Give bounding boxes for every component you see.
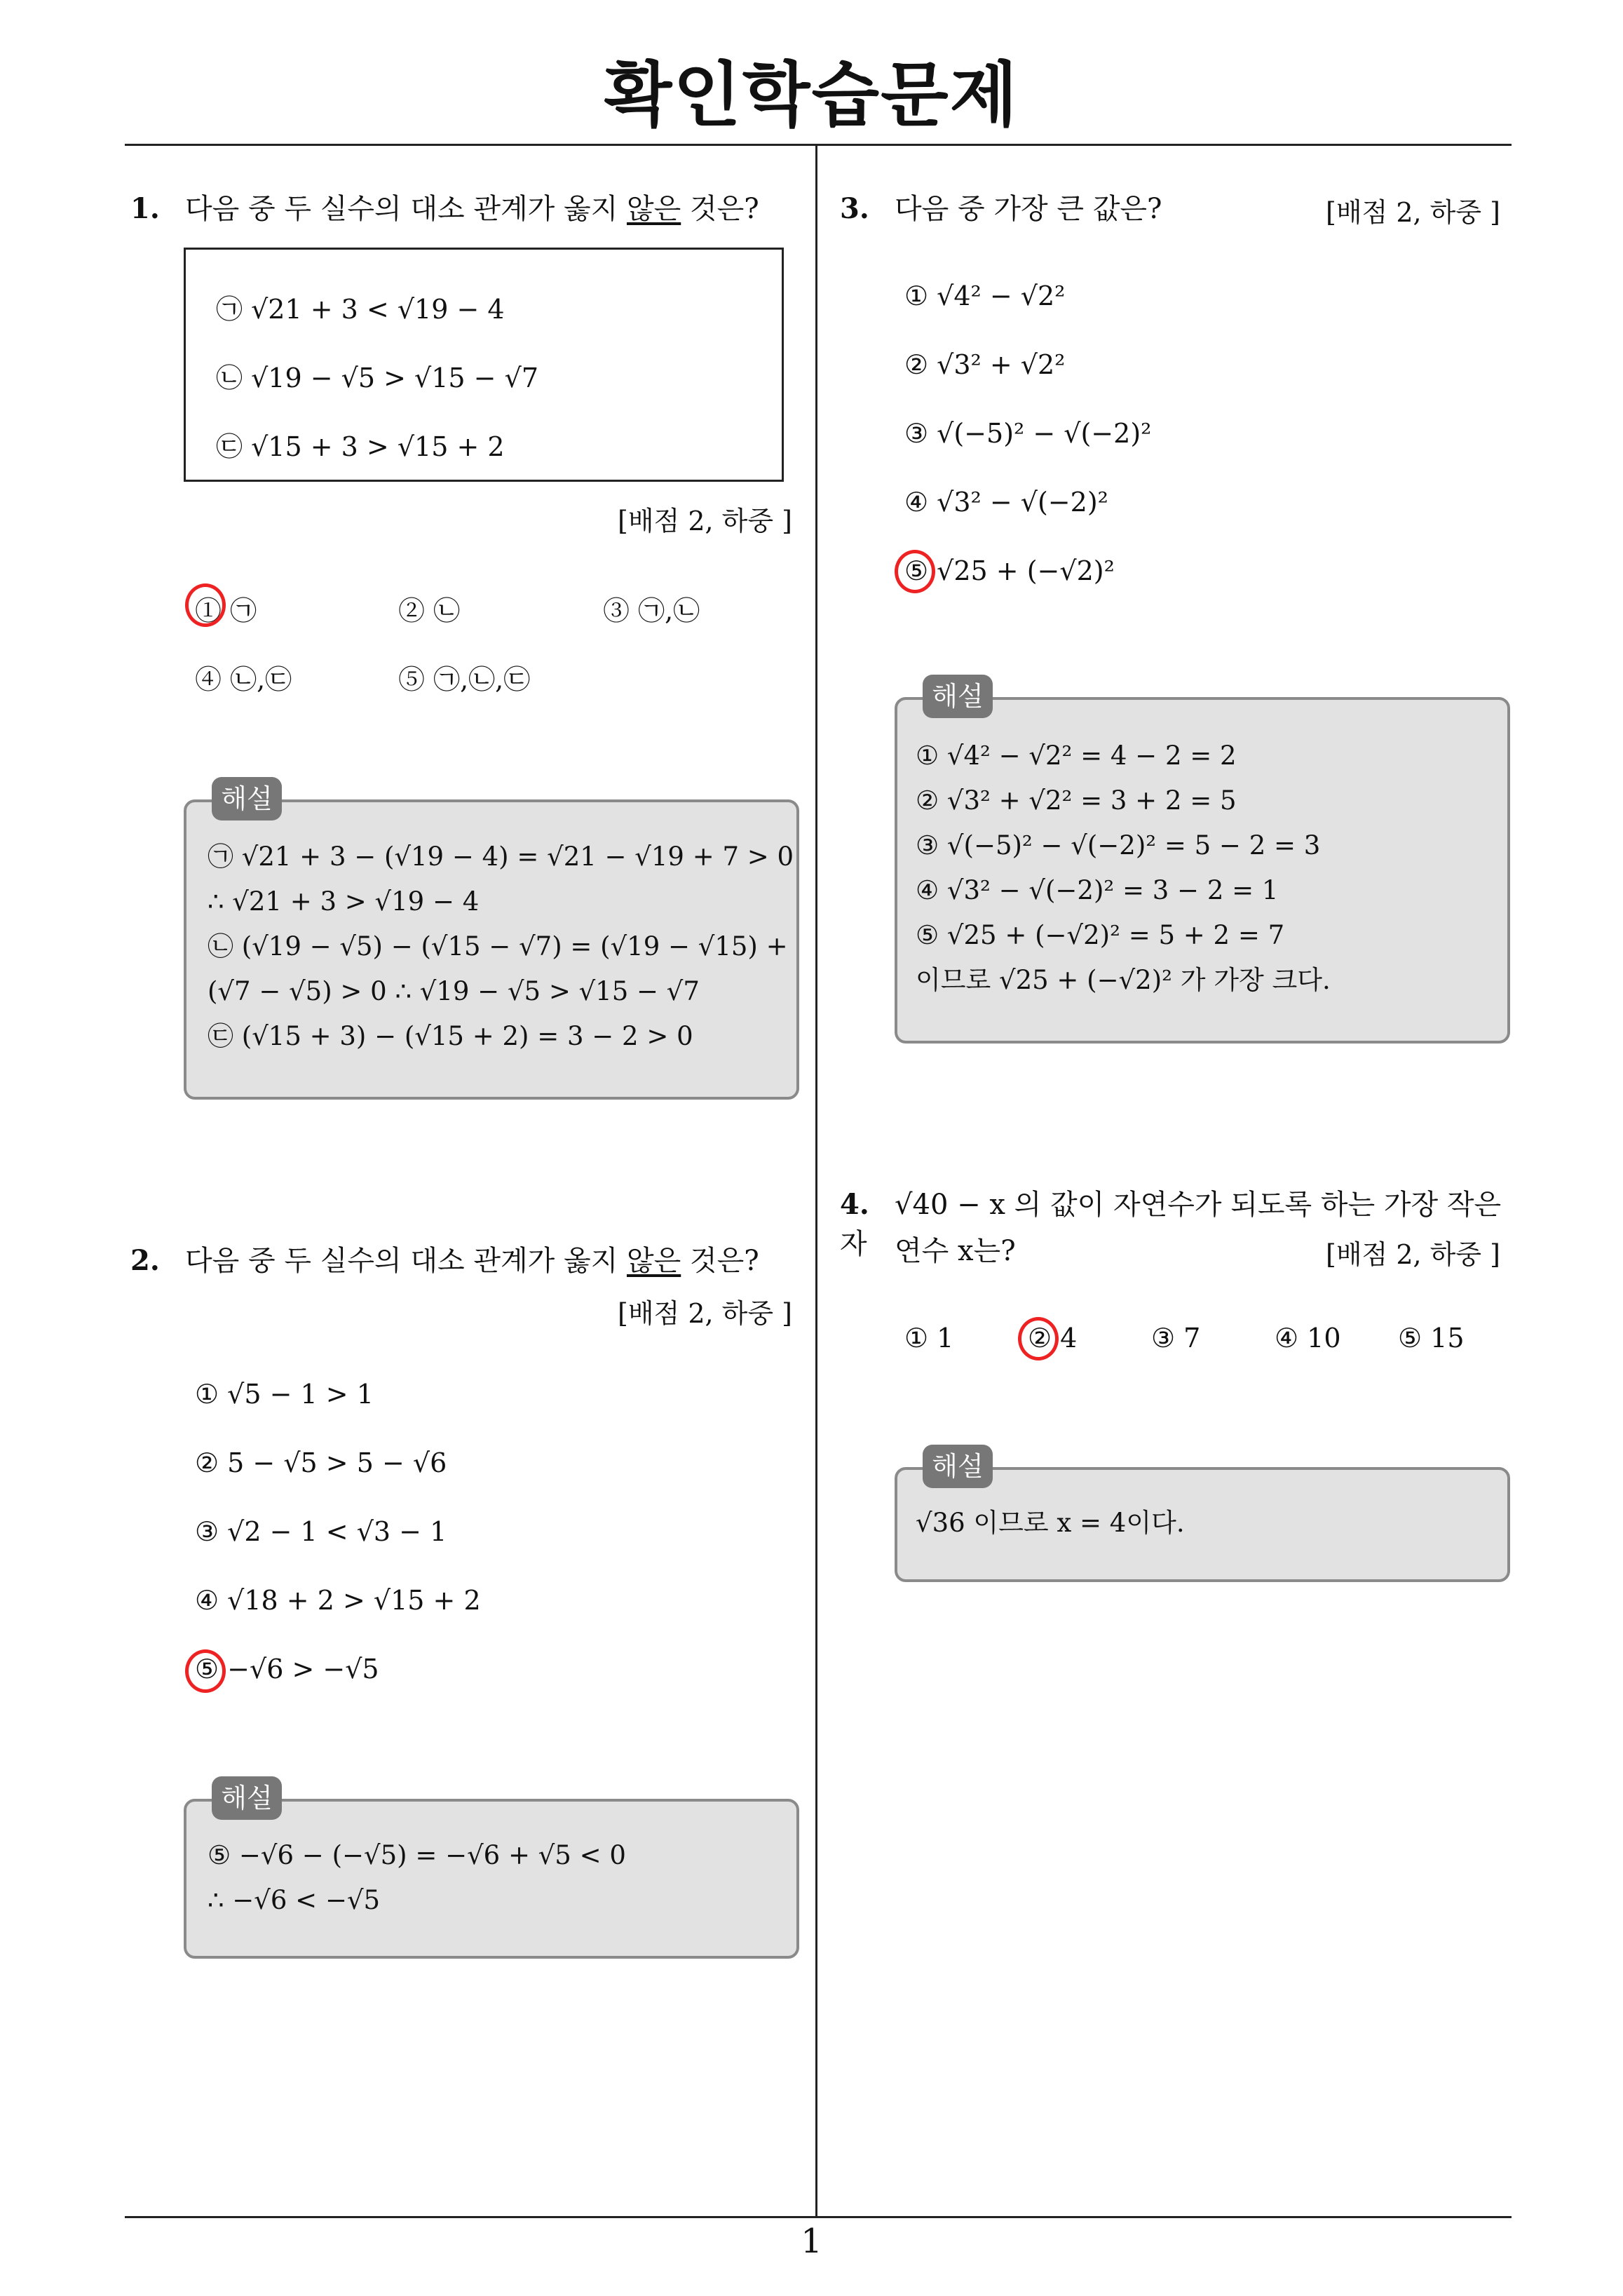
answer-mark-circle — [185, 583, 226, 627]
option-2[interactable]: ② 5 − √5 > 5 − √6 — [195, 1447, 447, 1478]
statement-c: ㉢ √15 + 3 > √15 + 2 — [216, 431, 505, 462]
explanation-line: ㉡ (√19 − √5) − (√15 − √7) = (√19 − √15) + — [208, 931, 788, 961]
explanation-line: (√7 − √5) > 0 ∴ √19 − √5 > √15 − √7 — [208, 976, 700, 1006]
explanation-line: ④ √3² − √(−2)² = 3 − 2 = 1 — [916, 875, 1279, 905]
answer-mark-circle — [185, 1649, 226, 1693]
statement-a: ㉠ √21 + 3 < √19 − 4 — [216, 294, 505, 325]
option-5[interactable]: ⑤ √25 + (−√2)² — [904, 555, 1115, 586]
explanation-tab: 해설 — [212, 1776, 282, 1820]
explanation-line: ① √4² − √2² = 4 − 2 = 2 — [916, 741, 1237, 771]
score-label: [배점 2, 하중 ] — [618, 506, 792, 536]
answer-mark-circle — [1018, 1317, 1059, 1360]
top-divider — [125, 144, 1512, 146]
bottom-divider — [125, 2216, 1512, 2218]
option-1[interactable]: ① 1 — [904, 1323, 954, 1353]
question-number: 3. — [840, 192, 869, 225]
option-2[interactable]: ② ㉡ — [398, 595, 461, 626]
score-label: [배점 2, 하중 ] — [618, 1298, 792, 1329]
explanation-line: ⑤ √25 + (−√2)² = 5 + 2 = 7 — [916, 920, 1285, 950]
option-5[interactable]: ⑤ ㉠,㉡,㉢ — [398, 664, 531, 695]
option-3[interactable]: ③ √2 − 1 < √3 − 1 — [195, 1516, 447, 1547]
page-number: 1 — [801, 2222, 822, 2261]
question-text: 다음 중 두 실수의 대소 관계가 옳지 — [185, 1245, 627, 1277]
score-label: [배점 2, 하중 ] — [1326, 1239, 1500, 1270]
question-text: 다음 중 가장 큰 값은? — [895, 193, 1162, 225]
option-3[interactable]: ③ √(−5)² − √(−2)² — [904, 418, 1152, 449]
option-4[interactable]: ④ ㉡,㉢ — [195, 664, 292, 695]
column-divider — [815, 146, 817, 2218]
question-text-line2: 연수 x는? — [895, 1235, 1016, 1267]
question-text: √40 − x 의 값이 자연수가 되도록 하는 가장 작은 자 — [840, 1189, 1502, 1260]
option-4[interactable]: ④ 10 — [1275, 1323, 1341, 1353]
question-number: 1. — [130, 192, 160, 225]
explanation-tab: 해설 — [212, 777, 282, 821]
option-5[interactable]: ⑤ 15 — [1398, 1323, 1465, 1353]
option-3[interactable]: ③ 7 — [1151, 1323, 1201, 1353]
score-label: [배점 2, 하중 ] — [1326, 197, 1500, 228]
explanation-line: ∴ −√6 < −√5 — [208, 1885, 381, 1915]
explanation-line: ㉠ √21 + 3 − (√19 − 4) = √21 − √19 + 7 > 0 — [208, 842, 794, 872]
question-1 — [130, 189, 803, 229]
explanation-line: √36 이므로 x = 4이다. — [916, 1508, 1185, 1538]
explanation-line: 이므로 √25 + (−√2)² 가 가장 크다. — [916, 965, 1331, 995]
option-5[interactable]: ⑤ −√6 > −√5 — [195, 1654, 379, 1684]
question-text: 다음 중 두 실수의 대소 관계가 옳지 — [185, 193, 627, 225]
question-underline: 않은 — [626, 1245, 681, 1277]
option-4[interactable]: ④ √3² − √(−2)² — [904, 487, 1108, 518]
explanation-tab: 해설 — [923, 1445, 993, 1488]
explanation-line: ② √3² + √2² = 3 + 2 = 5 — [916, 785, 1237, 816]
explanation-line: ⑤ −√6 − (−√5) = −√6 + √5 < 0 — [208, 1840, 626, 1870]
question-number: 2. — [130, 1244, 160, 1277]
option-1[interactable]: ① √4² − √2² — [904, 281, 1066, 311]
question-2 — [130, 1241, 803, 1281]
explanation-line: ㉢ (√15 + 3) − (√15 + 2) = 3 − 2 > 0 — [208, 1021, 693, 1051]
statement-b: ㉡ √19 − √5 > √15 − √7 — [216, 363, 538, 393]
option-1[interactable]: ① √5 − 1 > 1 — [195, 1379, 374, 1410]
option-3[interactable]: ③ ㉠,㉡ — [603, 595, 700, 626]
option-4[interactable]: ④ √18 + 2 > √15 + 2 — [195, 1585, 481, 1616]
question-number: 4. — [840, 1188, 869, 1221]
option-2[interactable]: ② √3² + √2² — [904, 349, 1066, 380]
explanation-tab: 해설 — [923, 675, 993, 718]
option-1[interactable]: ① ㉠ — [195, 595, 257, 626]
page-title: 확인학습문제 — [604, 54, 1019, 136]
option-2[interactable]: ② 4 — [1028, 1323, 1078, 1353]
explanation-line: ∴ √21 + 3 > √19 − 4 — [208, 886, 480, 917]
explanation-line: ③ √(−5)² − √(−2)² = 5 − 2 = 3 — [916, 830, 1321, 860]
question-underline: 않은 — [626, 193, 681, 225]
question-text-end: 것은? — [681, 1245, 759, 1277]
answer-mark-circle — [895, 550, 935, 593]
question-text-end: 것은? — [681, 193, 759, 225]
